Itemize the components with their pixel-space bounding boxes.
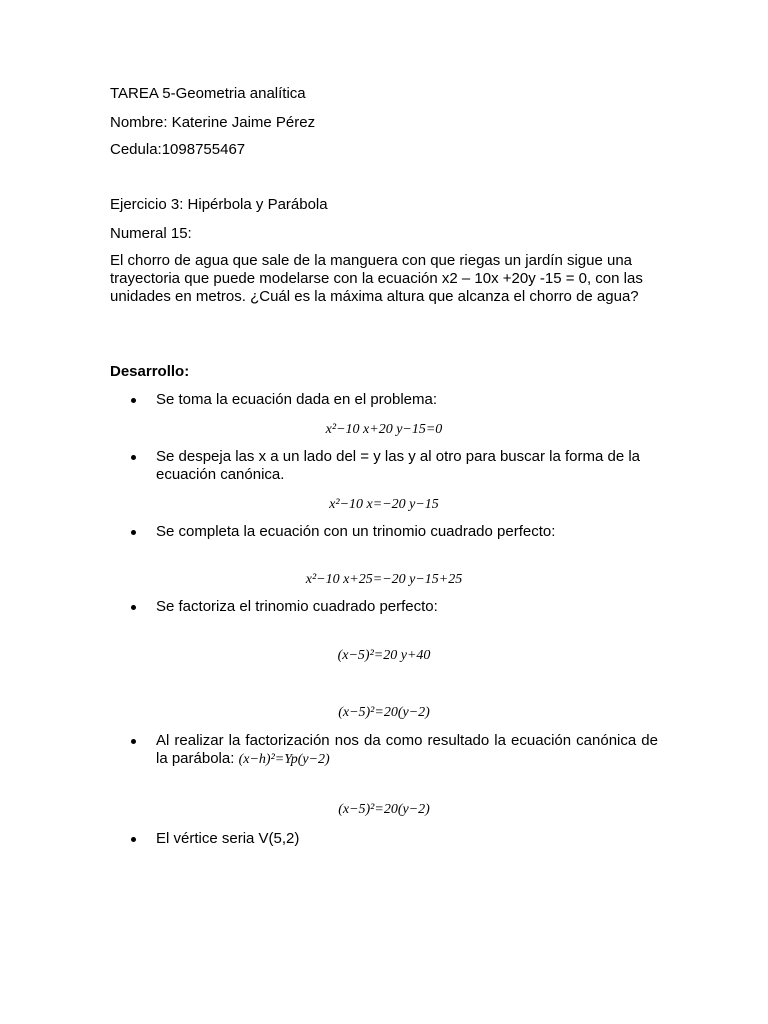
equation-5: (x−5)²=20(y−2) bbox=[338, 705, 430, 720]
bullet-icon bbox=[131, 837, 136, 842]
bullet-icon bbox=[131, 605, 136, 610]
inline-equation: (x−h)²=Yp(y−2) bbox=[238, 752, 330, 767]
bullet-icon bbox=[131, 739, 136, 744]
numeral-label: Numeral 15: bbox=[110, 225, 192, 242]
equation-6: (x−5)²=20(y−2) bbox=[338, 802, 430, 817]
step-text: Se despeja las x a un lado del = y las y al otro para buscar la forma de la ecuación canónica. bbox=[156, 448, 641, 483]
problem-statement: El chorro de agua que sale de la manguera con que riegas un jardín sigue una trayectoria que puede modelarse con la ecuación x2 – 10x +20y -15 = 0, con las unidades en metros. ¿Cuál es la máxima altura que alcanza el chorro de agua? bbox=[110, 252, 643, 305]
student-name: Nombre: Katerine Jaime Pérez bbox=[110, 114, 316, 131]
equation-4: (x−5)²=20 y+40 bbox=[337, 648, 431, 663]
equation-3: x²−10 x+25=−20 y−15+25 bbox=[305, 572, 463, 587]
step-text-content: Al realizar la factorización nos da como resultado la ecuación canónica de la parábola: bbox=[156, 732, 658, 767]
step-text: Se completa la ecuación con un trinomio cuadrado perfecto: bbox=[156, 523, 556, 540]
document-title: TAREA 5-Geometria analítica bbox=[110, 85, 306, 102]
step-text: El vértice seria V(5,2) bbox=[156, 830, 300, 847]
step-text bbox=[156, 732, 658, 769]
equation-1: x²−10 x+20 y−15=0 bbox=[325, 422, 443, 437]
equation-2: x²−10 x=−20 y−15 bbox=[329, 497, 439, 512]
bullet-icon bbox=[131, 530, 136, 535]
exercise-title: Ejercicio 3: Hipérbola y Parábola bbox=[110, 196, 328, 213]
development-heading: Desarrollo: bbox=[110, 363, 190, 380]
step-text: Se factoriza el trinomio cuadrado perfecto: bbox=[156, 598, 438, 615]
step-text: Se toma la ecuación dada en el problema: bbox=[156, 391, 438, 408]
student-id: Cedula:1098755467 bbox=[110, 141, 246, 158]
bullet-icon bbox=[131, 398, 136, 403]
bullet-icon bbox=[131, 455, 136, 460]
